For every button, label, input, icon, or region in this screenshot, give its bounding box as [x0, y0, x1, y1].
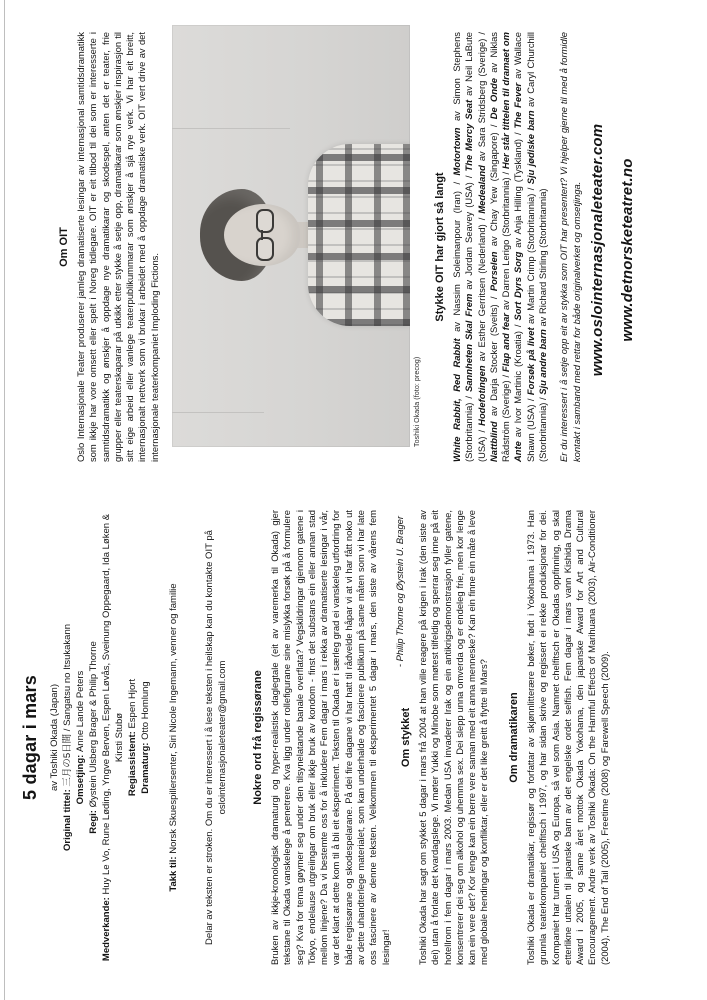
photo-wall-seam: [172, 128, 290, 129]
credits-block: [48, 510, 152, 965]
directors-signature: - Philip Thorne og Øystein U. Brager: [393, 516, 405, 668]
works-section: [434, 32, 549, 462]
about-play-heading: Om stykket: [400, 707, 412, 768]
credit-line: Omsetjing: Anne Lande Peters: [75, 670, 86, 805]
photo-wall-seam: [172, 412, 264, 413]
credit-line: Dramaturg: Otto Homlung: [140, 681, 151, 794]
url-detnorsketeatret: www.detnorsketeatret.no: [619, 158, 636, 342]
about-play-section: [400, 510, 491, 965]
thanks-label: Takk til:: [168, 856, 179, 892]
photo-figure-glasses: [256, 209, 272, 261]
about-oit-heading: Om OIT: [58, 227, 70, 267]
directors-note-heading: Nokre ord frå regissørane: [252, 670, 264, 805]
directors-note-section: [252, 510, 406, 965]
credit-line: Regiassistent: Espen Hjort: [127, 678, 138, 797]
about-playwright-body: Toshiki Okada er dramatikar, regissør og forfattar av skjønnlitterære bøker, født i Yokohama i 1973. Han grunnla teaterkompaniet chelfitsch i 1997, og har sidan skrive og regissert ei rekke produksjonar for dei. Kompaniet har turnert i USA og Europa, så vel som Asia. Namnet chelfitsch er Okadas oppfinning, og skal etterlikne uttalen til japanske barn av det engelske ordet selfish. Fem dagar i mars vann Kishida Drama Award i 2005, og same året mottok Okada Yokohama, den japanske Award for Art and Cultural Encouragement. Andre verk av Toshiki Okada: On the Harmful Effects of Marihuana (2003), Air-Conditioner (2004), The End of Tail (2005), Freetime (2008) og Farewell Speech (2009).: [525, 510, 610, 965]
cut-text-note: [203, 510, 229, 965]
thanks-value: Norsk Skuespillersenter, Siri Nicole Ingemann, venner og familie: [168, 583, 179, 854]
about-playwright-section: [508, 510, 611, 965]
credit-line: Original tittel: 三月の5日間 / Sangatsu no Itsukakann: [62, 623, 73, 852]
credit-line: av Toshiki Okada (Japan): [49, 683, 60, 792]
contact-email: oslointernasjonaleteater@gmail.com: [217, 660, 228, 815]
left-page: [0, 500, 707, 1000]
cut-note-line1: Delar av teksten er stroken. Om du er interessert i å lese teksten i heilskap kan du kontakte OIT på: [204, 530, 215, 945]
about-play-body: Toshiki Okada har sagt om stykket 5 dagar i mars frå 2004 at han ville reagere på krigen i Irak (den siste av dei) utan å forlate det kvardagslege. Vi møter Yukki og Minobe som møtest tilfeldig og sperrar seg inne på eit hotellrom i fem dagar i mars 2003. Medan USA invaderer Irak og ein antikrigsdemonstrasjon fyller gatene, konsentrerer dei seg om alkohol og uhemma sex. Dei slepp unna omverda og er endeleg frie, men kor lenge kan ein vere det? Kor lenge kan ein berre vere saman med eit anna menneske? Kan ein finne ein måte å leve med globale hendingar og konfliktar, eller er det like greitt å flytte til Mars?: [417, 510, 490, 965]
works-list: White Rabbit, Red Rabbit av Nassim Soleimanpour (Iran) / Motortown av Simon Stephens (Storbritannia) / Sannheten Skal Frem av Jordan Seavey (USA) / The Mercy Seat av Neil LaBute (USA) / Hodefotingen av Esther Gerritsen (Nederland) / Medealand av Sara Stridsberg (Sverige) / Nattblind av Darja Stocker (Sveits) / Porselen av Chay Yew (Singapore) / De Onde av Niklas Rådström (Sverige) / Flap and fear av Darren Lerigo (Storbritannia) / Her står tittelen til dramaet om Ante av Ivor Martinic (Kroatia) / Sort Dyrs Sorg av Anja Hilling (Tyskland) / The Fever av Wallace Shawn (USA) / Forsøk på livet av Martin Crimp (Storbritannia) / Sju jødiske barn av Caryl Churchill (Storbritannia) / Sju andre barn av Richard Stirling (Storbritannia): [451, 31, 549, 462]
photo-plaid-shirt: [308, 144, 410, 326]
about-oit-body: Oslo Internasjonale Teater produserer jamleg dramatiserte lesingar av internasjonal samtidsdramatikk som ikkje har vore omsett eller spelt i Noreg tidlegare. OIT er eit tilbod til dei som er interesserte i samtidsdramatikk og ønskjer å oppdage nye dramatikarar og skodespel, anten det er teater, frie grupper eller teaterskaparar på utkikk etter stykke å setje opp, dramatikarar som ønskjer inspirasjon til sitt eige arbeid eller vanlege teaterpublikummarar som ønskjer å sjå nye verk. Vi har eit breitt, internasjonalt nettverk som vi brukar i arbeidet med å oppdage dramatiske verk. OIT vert drive av det internasjonale teaterkompaniet Imploding Fictions.: [75, 32, 160, 462]
directors-note-body: Bruken av ikkje-kronologisk dramaturgi og hyper-realistisk daglegtale (eit av varemerka til Okada) gjer tekstane til Okada vanskelege å penetrere. Kva ligg under rollefigurane sine mislykka forsøk på å formulere seg? Kva for tema gøymer seg under den tilsynelatande banale overflata? Vegskildringar gjennom gatene i Tokyo, endelause utgreiingar om bruk eller ikkje bruk av kondom - finst det substans ein eller annan stad mellom linjene? Da vi bestemte oss for å inkludere Fem dagar i mars i rekka av dramatiserte lesingar i vår, var det klart at dette kom til å bli eit eksperiment. Teksten til Okada er i særleg grad ei vanskeleg utfordring for både regissørane og skodespelarane. På dei fire dagane vi har hatt til rådvelde håpar vi at vi har fått noko ut av dette uhandterlege materialet, som kan underhalde og fascinere publikum på same måten som vi har late oss fascinere av denne teksten. Velkommen til eksperimentet 5 dagar i mars, den siste av vårens fem lesingar!: [269, 510, 391, 965]
title-block: [20, 510, 229, 965]
about-oit-section: [58, 32, 161, 462]
rights-note: Er du interessert i å setje opp eit av stykka som OIT har presentert? Vi hjelper gjerne til med å formidle kontakt i samband med rettar for både originalverket og omsetjinga.: [558, 32, 582, 462]
credit-line: Medverkande: Huy Le Vo, Rune Løding, Yngve Berven, Espen Løvås, Sveinung Oppegaard, Ida Løken & Kirsti Stubø: [101, 513, 125, 962]
works-heading: Stykke OIT har gjort så langt: [434, 172, 446, 322]
url-oslointernasjonaleteater: www.oslointernasjonaleteater.com: [589, 123, 606, 377]
page-title: 5 dagar i mars: [20, 675, 40, 800]
credit-line: Regi: Øystein Ulsberg Brager & Philip Thorne: [88, 641, 99, 834]
thanks-line: [167, 510, 180, 965]
about-playwright-heading: Om dramatikaren: [508, 692, 520, 783]
toshiki-okada-photo: [172, 25, 410, 447]
photo-caption: Toshiki Okada (foto: precog): [414, 356, 421, 447]
